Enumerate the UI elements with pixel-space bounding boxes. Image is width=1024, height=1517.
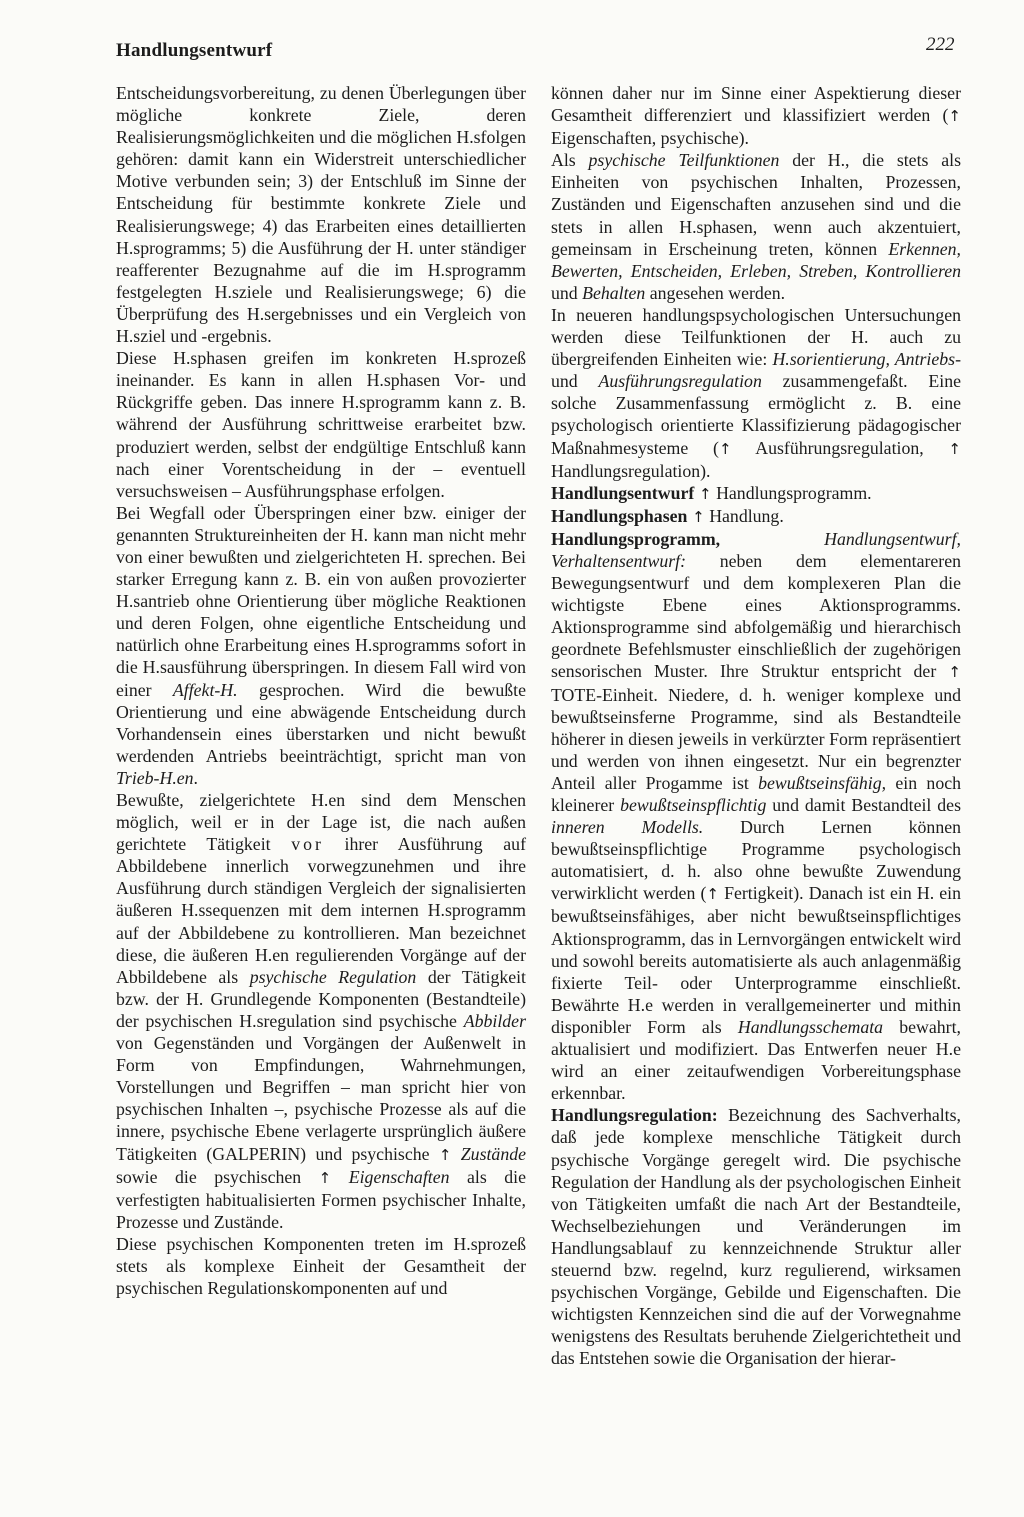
arrow-up-icon: ↑	[438, 1145, 452, 1164]
arrow-up-icon: ↑	[948, 107, 961, 126]
page-number: 222	[926, 34, 955, 55]
arrow-up-icon: ↑	[318, 1168, 332, 1187]
entry-headword: Handlungsentwurf	[551, 482, 695, 503]
paragraph: Diese H.sphasen greifen im konkreten H.sprozeß ineinander. Es kann in allen H.sphasen Vor- und Rückgriffe geben. Das innere H.sprogramm kann z. B. während der Ausführung schrittweise erarbeitet bzw. produziert werden, selbst der endgültige Entschluß kann nach einer Vorentscheidung in der – eventuell versuchsweisen – Ausführungsphase erfolgen.	[116, 348, 526, 501]
right-column	[551, 82, 961, 1369]
entry-headword: Handlungsprogramm,	[551, 528, 721, 549]
entry-headword: Handlungsregulation:	[551, 1105, 718, 1126]
arrow-up-icon: ↑	[718, 439, 732, 458]
dictionary-entry: Handlungsprogramm, Handlungsentwurf, Verhaltensentwurf: neben dem elementareren Bewegungsentwurf und dem komplexeren Plan die wichtigste Ebene eines Aktionsprogramms. Aktionsprogramme sind abfolgemäßig und hierarchisch geordnete Befehlsmuster einschließlich der zugehörigen sensorischen Muster. Ihre Struktur entspricht der ↑ TOTE-Einheit. Niedere, d. h. weniger komplexe und bewußtseinsferne Programme, sind als Bestandteile höherer in diesen jeweils in verkürzter Form repräsentiert und werden von ihnen eingesetzt. Nur ein begrenzter Anteil aller Progamme ist bewußtseinsfähig, ein noch kleinerer bewußtseinspflichtig und damit Bestandteil des inneren Modells. Durch Lernen können bewußtseinspflichtige Programme psychologisch automatisiert, d. h. also ohne bewußte Zuwendung verwirklicht werden (↑ Fertigkeit). Danach ist ein H. ein bewußtseinsfähiges, aber nicht bewußtseinspflichtiges Aktionsprogramm, das in Lernvorgängen entwickelt wird und sowohl bereits automatisierte als auch anlagenmäßig fixierte Teil- oder Unterprogramme einschließt. Bewährte H.e werden in verallgemeinerter und mithin disponibler Form als Handlungsschemata bewahrt, aktualisiert und modifiziert. Das Entwerfen neuer H.e wird an einer zeitaufwendigen Vorbereitungsphase erkennbar.	[551, 528, 961, 1104]
dictionary-entry: Handlungsphasen ↑ Handlung.	[551, 505, 784, 526]
arrow-up-icon: ↑	[687, 507, 705, 526]
paragraph: In neueren handlungspsychologischen Untersuchungen werden diese Teilfunktionen der H. auch zu übergreifenden Einheiten wie: H.sorientierung, Antriebs- und Ausführungsregulation zusammengefaßt. Eine solche Zusammenfassung ermöglicht z. B. eine psychologisch orientierte Klassifizierung pädagogischer Maßnahmesysteme (↑ Ausführungsregulation, ↑ Handlungsregulation).	[551, 304, 961, 481]
left-column	[116, 82, 526, 1299]
entry-headword: Handlungsphasen	[551, 505, 688, 526]
arrow-up-icon: ↑	[694, 484, 712, 503]
paragraph: Bei Wegfall oder Überspringen einer bzw. einiger der genannten Struktureinheiten der H. kann man nicht mehr von einer bewußten und zielgerichteten H. sprechen. Bei starker Erregung kann z. B. ein von außen provozierter H.santrieb ohne Orientierung über mögliche Reaktionen und deren Folgen, ohne eigentliche Entscheidung und natürlich ohne Erarbeitung eines H.sprogramms sofort in die H.sausführung überspringen. In diesem Fall wird von einer Affekt-H. gesprochen. Wird die bewußte Orientierung und eine abwägende Entscheidung durch Vorhandensein eines überstarken und nicht bewußt werdenden Antriebs beeinträchtigt, spricht man von Trieb-H.en.	[116, 502, 526, 788]
arrow-up-icon: ↑	[948, 663, 961, 682]
paragraph: Bewußte, zielgerichtete H.en sind dem Menschen möglich, weil er in der Lage ist, die nach außen gerichtete Tätigkeit vor ihrer Ausführung auf Abbildebene innerlich vorwegzunehmen und ihre Ausführung durch ständigen Vergleich der signalisierten äußeren H.ssequenzen mit dem internen H.sprogramm auf der Abbildebene zu kontrollieren. Man bezeichnet diese, die äußeren H.en regulierenden Vorgänge auf der Abbildebene als psychische Regulation der Tätigkeit bzw. der H. Grundlegende Komponenten (Bestandteile) der psychischen H.sregulation sind psychische Abbilder von Gegenständen und Vorgängen der Außenwelt in Form von Empfindungen, Wahrnehmungen, Vorstellungen und Begriffen – man spricht hier von psychischen Inhalten –, psychische Prozesse als auf die innere, psychische Ebene verlagerte ursprünglich äußere Tätigkeiten (GALPERIN) und psychische ↑ Zustände sowie die psychischen ↑ Eigenschaften als die verfestigten habitualisierten Formen psychischer Inhalte, Prozesse und Zustände.	[116, 790, 527, 1232]
paragraph: Als psychische Teilfunktionen der H., die stets als Einheiten von psychischen Inhalten, Prozessen, Zuständen und Eigenschaften anzusehen sind und die stets in allen H.sphasen, wenn auch akzentuiert, gemeinsam in Erscheinung treten, können Erkennen, Bewerten, Entscheiden, Erleben, Streben, Kontrollieren und Behalten angesehen werden.	[551, 150, 961, 303]
dictionary-entry: Handlungsregulation: Bezeichnung des Sachverhalts, daß jede komplexe menschliche Tätigkeit durch psychische Vorgänge geregelt wird. Die psychische Regulation der Handlung als der psychologischen Einheit von Tätigkeiten umfaßt die nach Art der Bestandteile, Wechselbeziehungen und Veränderungen im Handlungsablauf zu kennzeichnende Struktur aller steuernd bzw. regelnd, kurz regulierend, wirksamen psychischen Vorgänge, Gebilde und Eigenschaften. Die wichtigsten Kennzeichen sind die auf der Vorwegnahme wenigstens des Resultats beruhende Zielgerichtetheit und das Entstehen sowie die Organisation der hierar-	[551, 1105, 961, 1369]
arrow-up-icon: ↑	[948, 439, 961, 458]
paragraph: Diese psychischen Komponenten treten im H.sprozeß stets als komplexe Einheit der Gesamtheit der psychischen Regulationskomponenten auf und	[116, 1233, 526, 1299]
arrow-up-icon: ↑	[706, 885, 719, 904]
running-head: Handlungsentwurf	[116, 40, 273, 61]
dictionary-entry: Handlungsentwurf ↑ Handlungsprogramm.	[551, 482, 872, 503]
paragraph: können daher nur im Sinne einer Aspektierung dieser Gesamtheit differenziert und klassifiziert werden (↑ Eigenschaften, psychische).	[551, 83, 961, 149]
paragraph: Entscheidungsvorbereitung, zu denen Überlegungen über mögliche konkrete Ziele, deren Realisierungsmöglichkeiten und die möglichen H.sfolgen gehören: damit kann ein Widerstreit unterschiedlicher Motive verbunden sein; 3) der Entschluß im Sinne der Entscheidung für bestimmte konkrete Ziele und Realisierungswege; 4) das Erarbeiten eines detaillierten H.sprogramms; 5) die Ausführung der H. unter ständiger reafferenter Bezugnahme auf die im H.sprogramm festgelegten H.sziele und Realisierungswege; 6) die Überprüfung des H.sergebnisses und ein Vergleich von H.sziel und -ergebnis.	[116, 83, 526, 347]
